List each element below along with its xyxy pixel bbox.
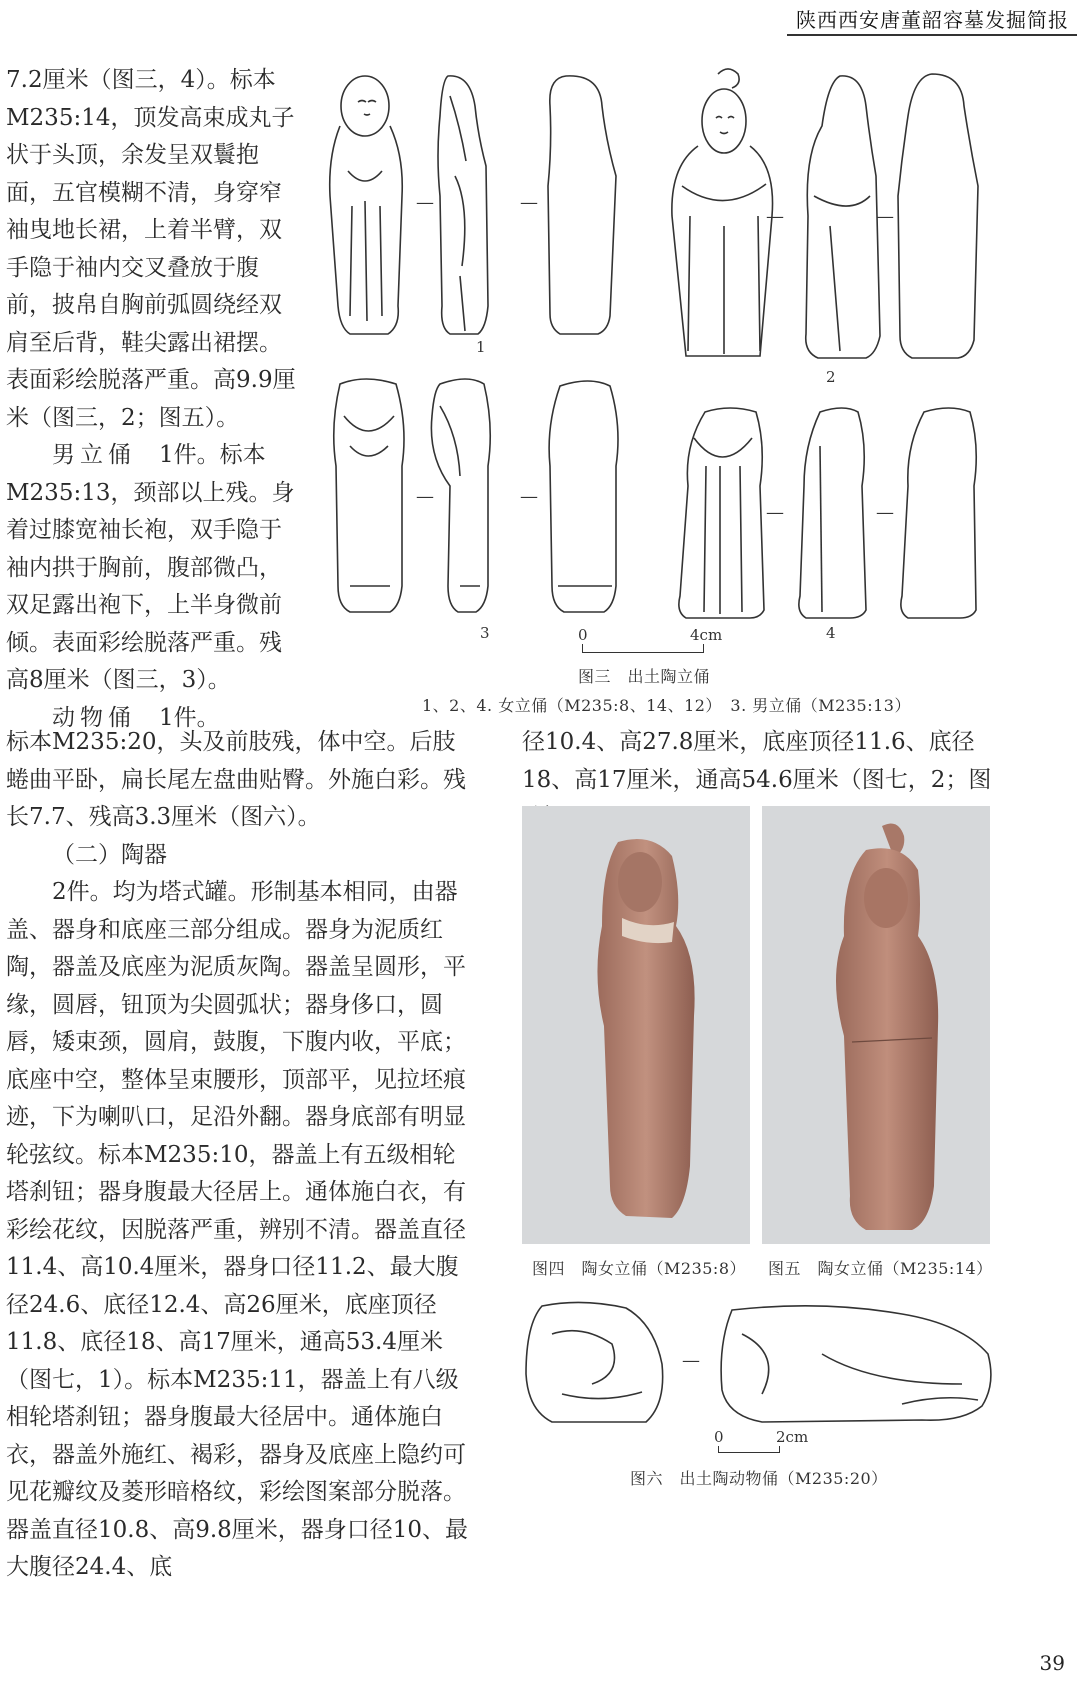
figure-3-side-view bbox=[431, 379, 490, 612]
figure-3-front-view bbox=[334, 379, 404, 612]
figure-1-back-view bbox=[548, 76, 616, 334]
figure-4-side-view bbox=[799, 408, 866, 618]
figure-5-caption: 图五 陶女立俑（M235:14） bbox=[768, 1259, 993, 1278]
figure-4-front-view bbox=[679, 408, 764, 618]
figure-6-line-drawing bbox=[522, 1294, 998, 1494]
scale-end-label: 4cm bbox=[690, 626, 723, 644]
male-figurine-title: 男立俑 bbox=[52, 442, 136, 468]
view-separator: — bbox=[766, 502, 784, 523]
figure-number-3: 3 bbox=[480, 624, 490, 642]
figure-3-line-drawings bbox=[310, 66, 1000, 721]
left-lower-column-text bbox=[6, 724, 476, 1587]
scale-bar bbox=[582, 644, 704, 653]
figure-6-caption: 图六 出土陶动物俑（M235:20） bbox=[630, 1469, 888, 1488]
figure-number-4: 4 bbox=[826, 624, 836, 642]
figure-4-caption: 图四 陶女立俑（M235:8） bbox=[532, 1259, 746, 1278]
view-separator: — bbox=[876, 502, 894, 523]
figure-2-side-view bbox=[806, 76, 880, 358]
standing-figurines-drawing bbox=[310, 66, 1000, 646]
male-figurine-body: 标本M235:13，颈部以上残。身着过膝宽袖长袍，双手隐于袖内拱于胸前，腹部微凸，双足露出袍下，上半身微前倾。表面彩绘脱落严重。残高8厘米（图三，3）。 bbox=[6, 442, 295, 693]
view-separator: — bbox=[416, 192, 434, 213]
journal-header-title: 陕西西安唐董韶容墓发掘简报 bbox=[796, 8, 1069, 32]
figure-3-caption: 图三 出土陶立俑 bbox=[578, 667, 711, 686]
header-rule bbox=[787, 34, 1077, 36]
animal-figurine-drawing bbox=[522, 1294, 998, 1434]
scale-bar bbox=[718, 1446, 780, 1453]
paragraph-male-figurine bbox=[6, 437, 298, 700]
view-separator: — bbox=[682, 1350, 700, 1371]
animal-side-view bbox=[721, 1306, 991, 1422]
paragraph-pottery: 2件。均为塔式罐。形制基本相同，由器盖、器身和底座三部分组成。器身为泥质红陶，器盖及底座为泥质灰陶。器盖呈圆形，平缘，圆唇，钮顶为尖圆弧状；器身侈口，圆唇，矮束颈，圆肩，鼓腹，下腹内收，平底；底座中空，整体呈束腰形，顶部平，见拉坯痕迹，下为喇叭口，足沿外翻。器身底部有明显轮弦纹。标本M235:10，器盖上有五级相轮塔刹钮；器身腹最大径居上。通体施白衣，有彩绘花纹，因脱落严重，辨别不清。器盖直径11.4、高10.4厘米，器身口径11.2、最大腹径24.6、底径12.4、高26厘米，底座顶径11.8、底径18、高17厘米，通高53.4厘米（图七，1）。标本M235:11，器盖上有八级相轮塔刹钮；器身腹最大径居中。通体施白衣，器盖外施红、褐彩，器身及底座上隐约可见花瓣纹及菱形暗格纹，彩绘图案部分脱落。器盖直径10.8、高9.8厘米，器身口径10、最大腹径24.4、底 bbox=[6, 879, 469, 1580]
female-figurine-photo-1 bbox=[522, 806, 750, 1244]
scale-start-label: 0 bbox=[714, 1428, 724, 1446]
figure-2-back-view bbox=[898, 74, 978, 358]
paragraph-pottery-continued: 径10.4、高27.8厘米，底座顶径11.6、底径18、高17厘米，通高54.6厘米（图七，2；图 bbox=[522, 729, 992, 793]
scale-start-label: 0 bbox=[578, 626, 588, 644]
figure-number-2: 2 bbox=[826, 368, 836, 386]
figure-4-photo bbox=[522, 806, 750, 1244]
view-separator: — bbox=[876, 206, 894, 227]
figure-2-front-view bbox=[672, 69, 773, 356]
figure-5-photo bbox=[762, 806, 990, 1244]
section-heading-pottery: （二）陶器 bbox=[52, 841, 167, 868]
view-separator: — bbox=[520, 486, 538, 507]
page-number: 39 bbox=[1039, 1651, 1065, 1675]
female-figurine-photo-2 bbox=[762, 806, 990, 1244]
animal-front-view bbox=[526, 1302, 663, 1422]
view-separator: — bbox=[766, 206, 784, 227]
animal-figurine-count: 1件。 bbox=[159, 704, 220, 731]
view-separator: — bbox=[520, 192, 538, 213]
animal-figurine-body: 标本M235:20，头及前肢残，体中空。后肢蜷曲平卧，扁长尾左盘曲贴臀。外施白彩。残长7.7、残高3.3厘米（图六）。 bbox=[6, 729, 466, 830]
figure-1-side-view bbox=[438, 76, 488, 334]
scale-end-label: 2cm bbox=[776, 1428, 809, 1446]
figure-number-1: 1 bbox=[476, 338, 486, 356]
paragraph-female-figurine: 7.2厘米（图三，4）。标本M235:14，顶发高束成丸子状于头顶，余发呈双鬟抱面，五官模糊不清，身穿窄袖曳地长裙，上着半臂，双手隐于袖内交叉叠放于腹前，披帛自胸前弧圆绕经双肩至后背，鞋尖露出裙摆。表面彩绘脱落严重。高9.9厘米（图三，2；图五）。 bbox=[6, 67, 296, 431]
view-separator: — bbox=[416, 486, 434, 507]
animal-figurine-title: 动物俑 bbox=[52, 704, 136, 731]
male-figurine-count: 1件。 bbox=[159, 442, 220, 468]
figure-4-back-view bbox=[901, 408, 976, 618]
figure-3-subcaption: 1、2、4. 女立俑（M235:8、14、12） 3. 男立俑（M235:13） bbox=[422, 696, 911, 715]
left-column-text bbox=[6, 62, 298, 737]
figure-1-front-view bbox=[330, 76, 403, 334]
figure-3-back-view bbox=[549, 381, 618, 612]
